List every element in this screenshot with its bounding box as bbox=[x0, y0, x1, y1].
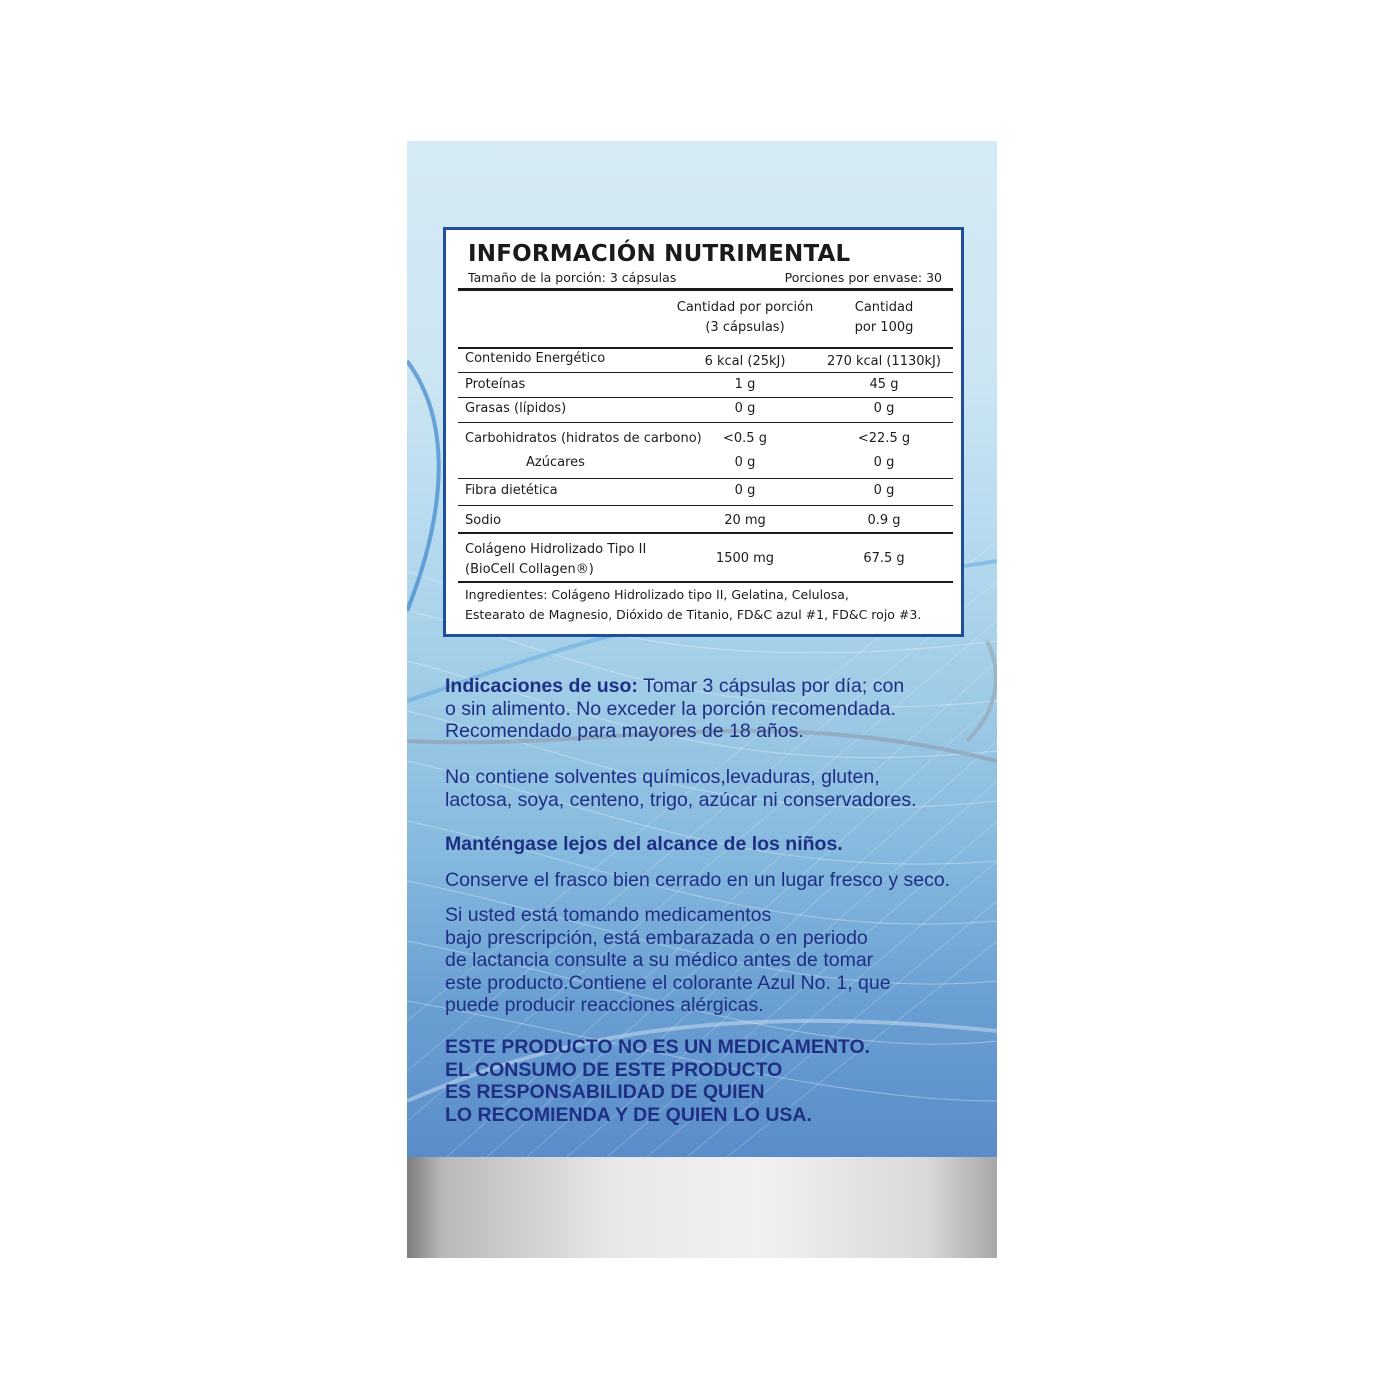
row-carbs-label: Carbohidratos (hidratos de carbono) bbox=[465, 431, 702, 446]
row-sugars-per-100g: 0 g bbox=[873, 455, 895, 470]
row-fat-label: Grasas (lípidos) bbox=[465, 401, 567, 416]
row-fat-per-100g: 0 g bbox=[873, 401, 895, 416]
nutrition-title: INFORMACIÓN NUTRIMENTAL bbox=[468, 241, 851, 267]
row-energy-label: Contenido Energético bbox=[465, 351, 606, 366]
row-sodium-per-serving: 20 mg bbox=[724, 513, 766, 528]
ingredients-text: Ingredientes: Colágeno Hidrolizado tipo II, Gelatina, Celulosa, Estearato de Magnesio, Dióxido de Titanio, FD&C azul #1, FD&C rojo #3. bbox=[465, 587, 922, 622]
nutrition-facts-table bbox=[443, 227, 964, 637]
column-header-per-100g: Cantidad por 100g bbox=[854, 300, 914, 335]
row-fiber-per-serving: 0 g bbox=[734, 483, 756, 498]
table-divider bbox=[458, 581, 953, 583]
row-protein-per-serving: 1 g bbox=[734, 377, 756, 392]
row-fat-per-serving: 0 g bbox=[734, 401, 756, 416]
table-divider bbox=[458, 397, 953, 398]
storage-instructions: Conserve el frasco bien cerrado en un lugar fresco y seco. bbox=[445, 869, 951, 891]
servings-per-container: Porciones por envase: 30 bbox=[784, 270, 942, 285]
row-fiber-per-100g: 0 g bbox=[873, 483, 895, 498]
table-divider bbox=[458, 532, 953, 534]
row-carbs-per-serving: <0.5 g bbox=[723, 431, 767, 446]
row-protein-per-100g: 45 g bbox=[869, 377, 899, 392]
row-carbs-per-100g: <22.5 g bbox=[857, 431, 911, 446]
column-header-per-serving: Cantidad por porción (3 cápsulas) bbox=[676, 300, 814, 335]
serving-size: Tamaño de la porción: 3 cápsulas bbox=[468, 270, 677, 285]
row-energy-per-100g: 270 kcal (1130kJ) bbox=[827, 354, 941, 369]
table-divider bbox=[458, 422, 953, 423]
row-sugars-per-serving: 0 g bbox=[734, 455, 756, 470]
table-divider bbox=[458, 505, 953, 506]
usage-heading: Indicaciones de uso: bbox=[445, 675, 638, 697]
row-collagen-per-serving: 1500 mg bbox=[715, 551, 775, 566]
row-sodium-label: Sodio bbox=[465, 513, 502, 528]
row-fiber-label: Fibra dietética bbox=[465, 483, 558, 498]
disclaimer: ESTE PRODUCTO NO ES UN MEDICAMENTO. EL CONSUMO DE ESTE PRODUCTO ES RESPONSABILIDAD DE QUIEN LO RECOMIENDA Y DE QUIEN LO USA. bbox=[445, 1036, 871, 1126]
row-sodium-per-100g: 0.9 g bbox=[867, 513, 901, 528]
table-divider bbox=[458, 372, 953, 373]
table-divider bbox=[458, 288, 953, 291]
table-divider bbox=[458, 347, 953, 349]
row-energy-per-serving: 6 kcal (25kJ) bbox=[704, 354, 786, 369]
row-collagen-per-100g: 67.5 g bbox=[863, 551, 905, 566]
table-divider bbox=[458, 478, 953, 479]
bottle-bottom-silver-band bbox=[407, 1157, 997, 1258]
usage-instructions: Indicaciones de uso: Tomar 3 cápsulas por día; con o sin alimento. No exceder la porción recomendada. Recomendado para mayores de 18 años. bbox=[445, 675, 905, 742]
row-collagen-label: Colágeno Hidrolizado Tipo II (BioCell Collagen®) bbox=[465, 542, 647, 577]
medical-warning: Si usted está tomando medicamentos bajo prescripción, está embarazada o en periodo de lactancia consulte a su médico antes de tomar este producto.Contiene el colorante Azul No. 1, que puede producir reacciones alérgicas. bbox=[445, 904, 891, 1016]
free-from-statement: No contiene solventes químicos,levaduras, gluten, lactosa, soya, centeno, trigo, azúcar ni conservadores. bbox=[445, 766, 917, 811]
row-protein-label: Proteínas bbox=[465, 377, 526, 392]
keep-away-warning: Manténgase lejos del alcance de los niños. bbox=[445, 833, 843, 855]
row-sugars-label: Azúcares bbox=[526, 455, 585, 470]
